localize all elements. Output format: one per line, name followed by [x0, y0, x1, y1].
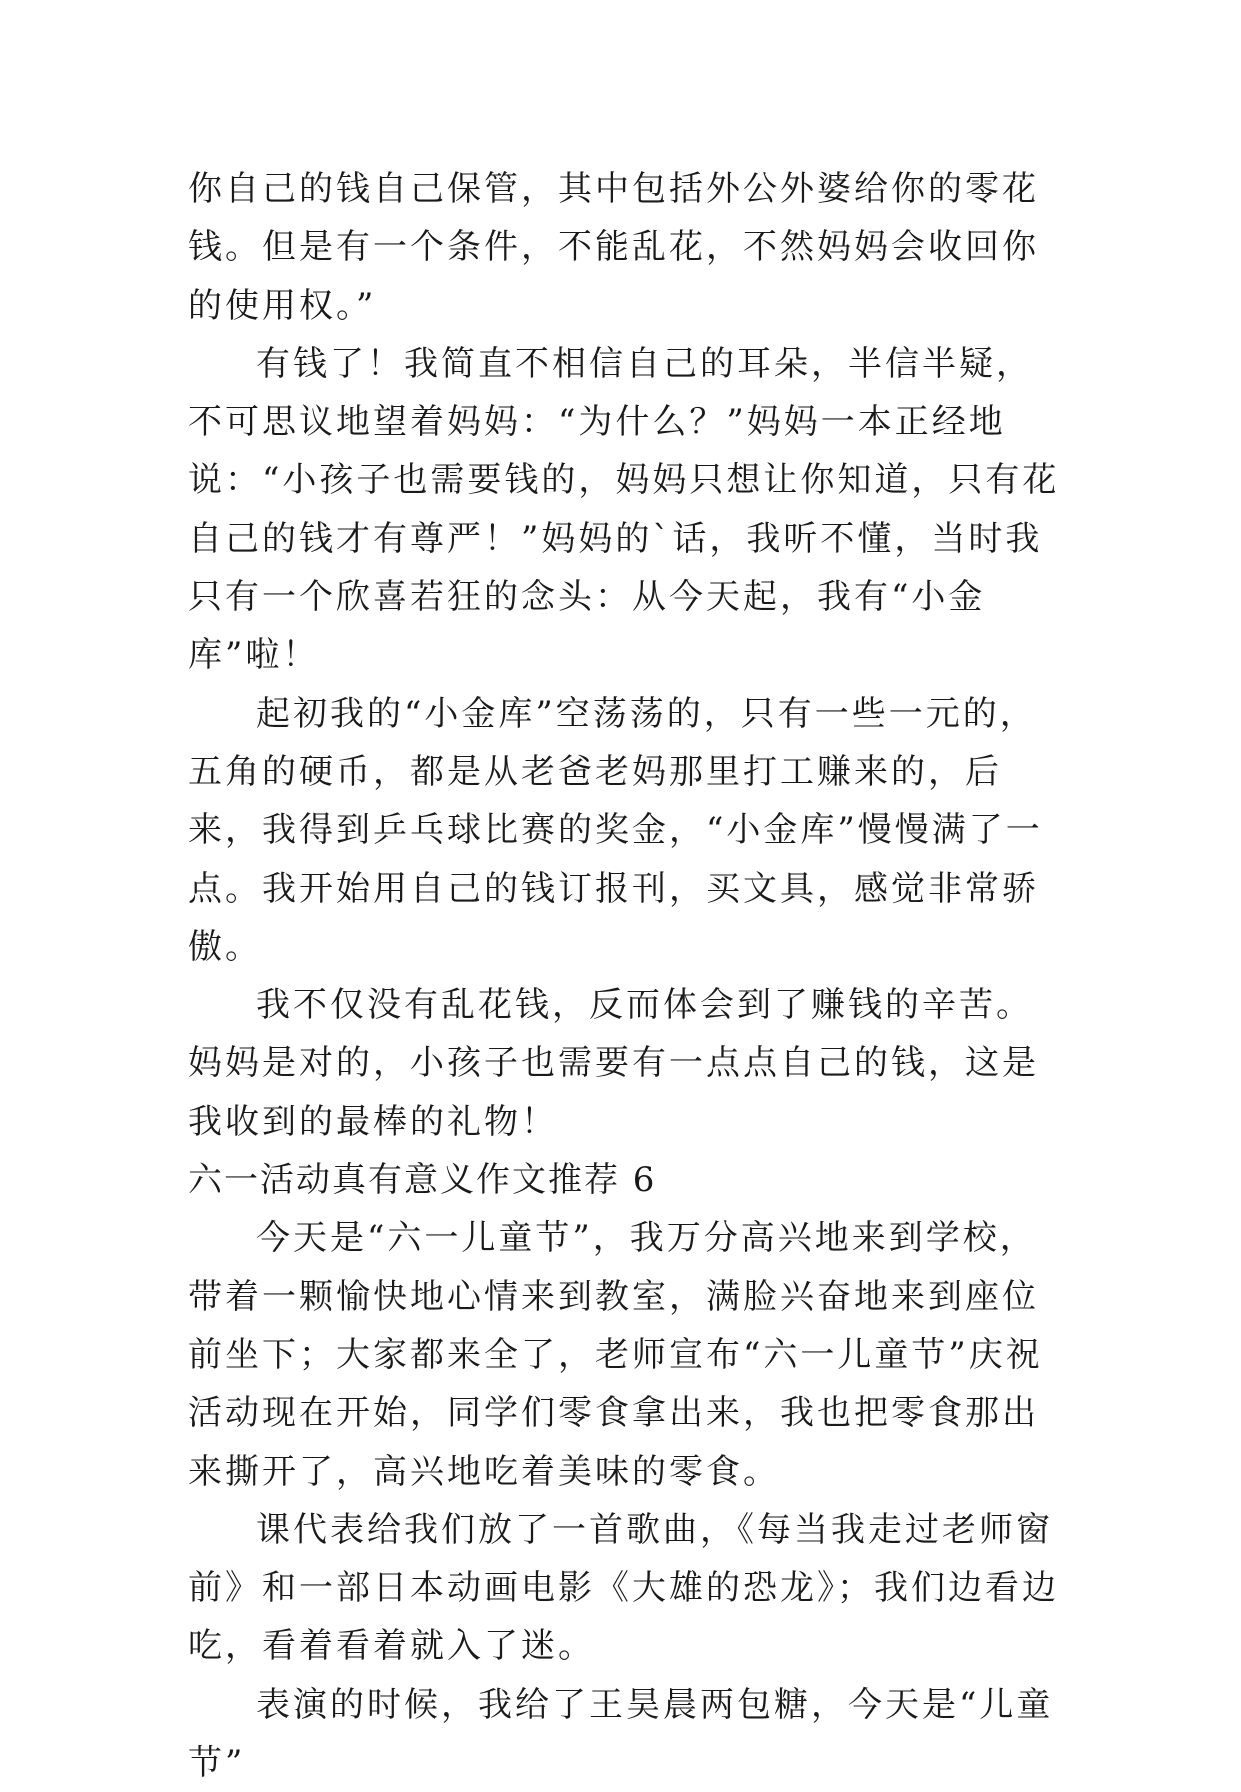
- paragraph: 起初我的“小金库”空荡荡的，只有一些一元的，五角的硬币，都是从老爸老妈那里打工赚来的，后来，我得到乒乓球比赛的奖金，“小金库”慢慢满了一点。我开始用自己的钱订报刊，买文具，感觉非常骄傲。: [188, 693, 1043, 967]
- paragraph: 今天是“六一儿童节”，我万分高兴地来到学校，带着一颗愉快地心情来到教室，满脸兴奋地来到座位前坐下；大家都来全了，老师宣布“六一儿童节”庆祝活动现在开始，同学们零食拿出来，我也把零食那出来撕开了，高兴地吃着美味的零食。: [188, 1218, 1043, 1492]
- section-heading: 六一活动真有意义作文推荐 6: [188, 1160, 657, 1201]
- paragraph: 有钱了！我简直不相信自己的耳朵，半信半疑，不可思议地望着妈妈：“为什么？”妈妈一本正经地说：“小孩子也需要钱的，妈妈只想让你知道，只有花自己的钱才有尊严！”妈妈的`话，我听不懂，当时我只有一个欣喜若狂的念头：从今天起，我有“小金库”啦！: [188, 343, 1060, 676]
- paragraph: 我不仅没有乱花钱，反而体会到了赚钱的辛苦。妈妈是对的，小孩子也需要有一点点自己的钱，这是我收到的最棒的礼物！: [188, 985, 1039, 1142]
- document-body: [188, 160, 1068, 1792]
- paragraph: 课代表给我们放了一首歌曲，《每当我走过老师窗前》和一部日本动画电影《大雄的恐龙》；我们边看边吃，看着看着就入了迷。: [188, 1509, 1059, 1667]
- paragraph: 表演的时候，我给了王昊晨两包糖，今天是“儿童节”: [188, 1684, 1054, 1784]
- paragraph: 你自己的钱自己保管，其中包括外公外婆给你的零花钱。但是有一个条件，不能乱花，不然妈妈会收回你的使用权。”: [188, 169, 1039, 326]
